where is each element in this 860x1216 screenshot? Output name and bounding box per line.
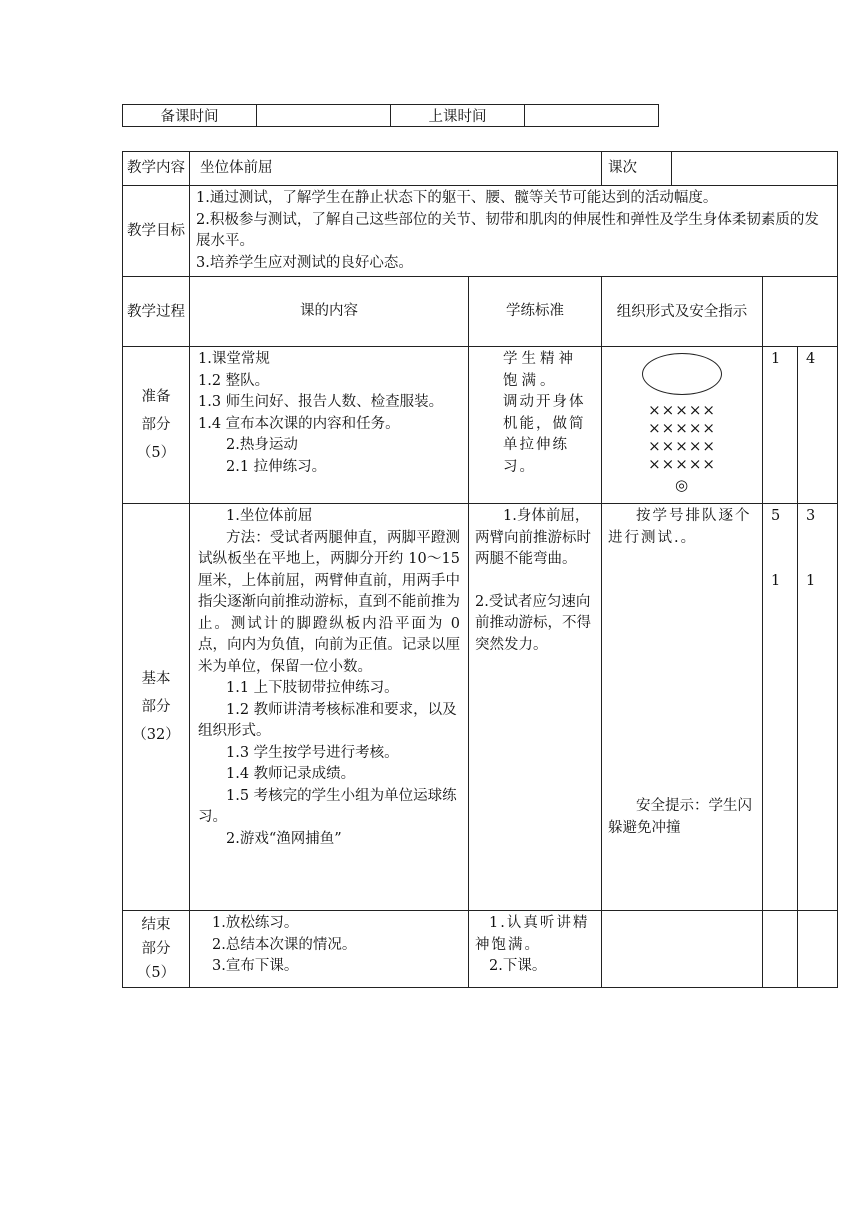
content-header: 课的内容	[190, 277, 469, 347]
goal-item: 3.培养学生应对测试的良好心态。	[196, 254, 413, 271]
student-row: ×××××	[648, 437, 716, 455]
goal-item: 2.积极参与测试，了解自己这些部位的关节、韧带和肌肉的伸展性和弹性及学生身体柔韧素质的发展水平。	[196, 211, 819, 249]
prep-standard: 学生精神饱满。 调动开身体机能，做简单拉伸练习。	[469, 347, 602, 504]
class-time-value	[525, 105, 659, 127]
prep-time-label: 备课时间	[123, 105, 257, 127]
lesson-no-value	[672, 152, 838, 186]
teacher-mark: ◎	[674, 476, 690, 494]
prep-formation	[602, 347, 763, 504]
basic-label: 基本部分 （32）	[123, 504, 190, 911]
student-row: ×××××	[648, 401, 716, 419]
prep-time-value	[257, 105, 391, 127]
basic-organization: 按学号排队逐个进行测试.。 安全提示：学生闪躲避免冲撞	[602, 504, 763, 911]
standard-header: 学练标准	[469, 277, 602, 347]
lesson-no-label: 课次	[602, 152, 672, 186]
organization-header: 组织形式及安全指示	[602, 277, 763, 347]
basic-num2: 3 1	[798, 504, 838, 911]
prep-num2: 4	[798, 347, 838, 504]
content-value: 坐位体前屈	[190, 152, 602, 186]
process-label: 教学过程	[123, 277, 190, 347]
goals-list	[190, 186, 838, 277]
ending-standard: 1.认真听讲精神饱满。 2.下课。	[469, 911, 602, 988]
goals-label: 教学目标	[123, 186, 190, 277]
header-table	[122, 104, 659, 127]
basic-content: 1.坐位体前屈 方法：受试者两腿伸直，两脚平蹬测试纵板坐在平地上，两脚分开约 10～15 厘米，上体前屈，两臂伸直前，用两手中指尖逐渐向前推动游标，直到不能前推为止。测试计的脚蹬纵板内沿平面为 0 点，向内为负值，向前为正值。记录以厘米为单位，保留一位小数。 1.1 上下肢韧带拉伸练习。 1.2 教师讲清考核标准和要求，以及组织形式。 1.3 学生按学号进行考核。 1.4 教师记录成绩。 1.5 考核完的学生小组为单位运球练习。 2.游戏“渔网捕鱼”	[190, 504, 469, 911]
class-time-label: 上课时间	[391, 105, 525, 127]
goal-item: 1.通过测试，了解学生在静止状态下的躯干、腰、髋等关节可能达到的活动幅度。	[196, 190, 718, 206]
prep-num1: 1	[763, 347, 798, 504]
student-row: ×××××	[648, 455, 716, 473]
student-row: ×××××	[648, 419, 716, 437]
basic-num1: 5 1	[763, 504, 798, 911]
lesson-plan-table	[122, 151, 838, 988]
basic-standard: 1.身体前屈，两臂向前推游标时两腿不能弯曲。 2.受试者应匀速向前推动游标，不得突然发力。	[469, 504, 602, 911]
prep-content: 1.课堂常规 1.2 整队。 1.3 师生问好、报告人数、检查服装。 1.4 宣布本次课的内容和任务。 2.热身运动 2.1 拉伸练习。	[190, 347, 469, 504]
prep-label: 准备部分 （5）	[123, 347, 190, 504]
ending-label: 结束部分 （5）	[123, 911, 190, 988]
content-label: 教学内容	[123, 152, 190, 186]
ending-content: 1.放松练习。 2.总结本次课的情况。 3.宣布下课。	[190, 911, 469, 988]
teacher-area-ellipse	[642, 353, 722, 395]
safety-note: 安全提示：学生闪躲避免冲撞	[608, 798, 753, 836]
